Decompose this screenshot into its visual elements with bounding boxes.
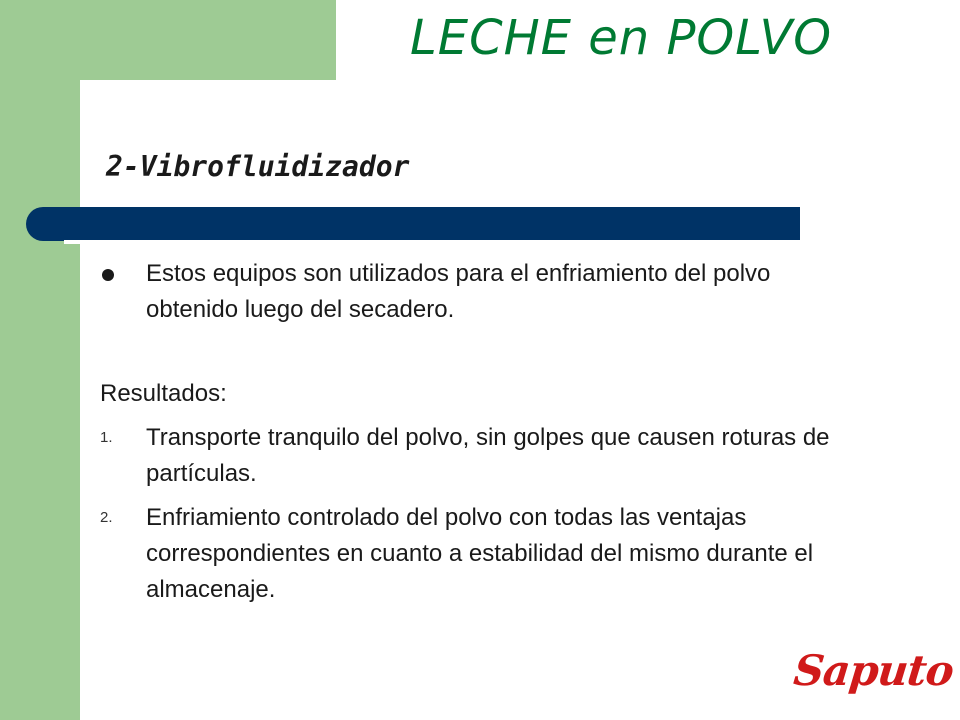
top-green-band: [80, 0, 336, 80]
bullet-dot-icon: [102, 269, 114, 281]
slide-subtitle: 2-Vibrofluidizador: [106, 150, 410, 183]
bullet-text: Estos equipos son utilizados para el enfriamiento del polvo obtenido luego del secadero.: [146, 260, 771, 323]
item-number: 1.: [100, 429, 113, 446]
left-green-band: [0, 0, 80, 720]
results-item-2: [100, 500, 860, 608]
divider-gap: [64, 240, 800, 244]
item-text: Enfriamiento controlado del polvo con todas las ventajas correspondientes en cuanto a estabilidad del mismo durante el almacenaje.: [146, 504, 814, 603]
item-number: 2.: [100, 509, 113, 526]
bullet-item: [100, 256, 860, 328]
slide-body: [100, 256, 860, 608]
item-text: Transporte tranquilo del polvo, sin golpes que causen roturas de partículas.: [146, 424, 830, 487]
saputo-logo: Saputo: [791, 646, 956, 695]
results-item-1: [100, 420, 860, 492]
results-label: Resultados:: [100, 380, 227, 407]
title-divider-bar: [26, 207, 800, 241]
slide-title: LECHE en POLVO: [410, 10, 833, 66]
